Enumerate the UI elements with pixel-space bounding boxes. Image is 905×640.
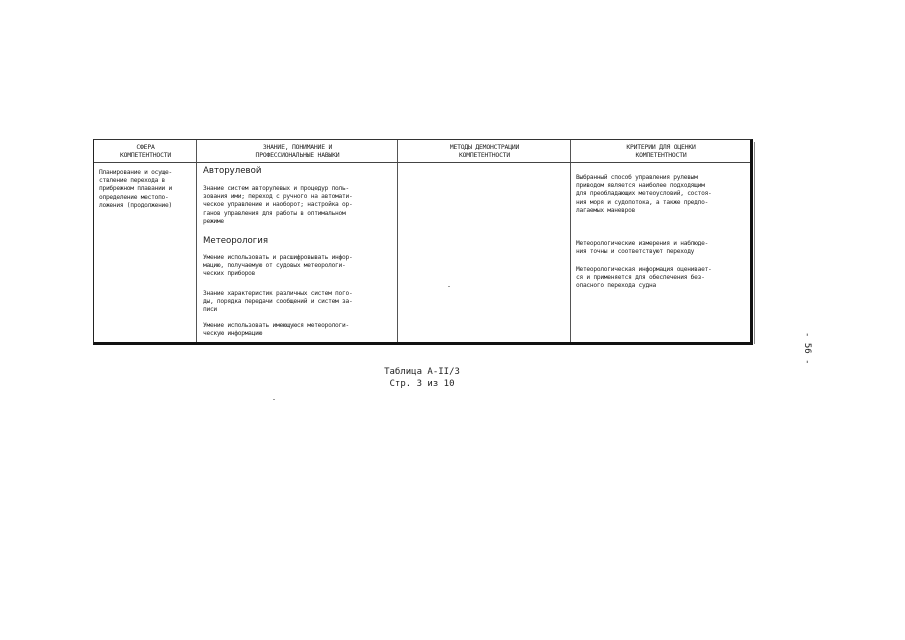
knowledge-text-autopilot: Знание систем авторулевых и процедур поль- зования ими; переход с ручного на автомати- ческое управление и наоборот; настройка ор- ганов управления для работы в оптимальном режиме [203, 185, 353, 225]
header-methods: МЕТОДЫ ДЕМОНСТРАЦИИ КОМПЕТЕНТНОСТИ [449, 143, 520, 159]
table-caption [352, 366, 492, 390]
header-sphere: СФЕРА КОМПЕТЕНТНОСТИ [119, 143, 172, 159]
page-number: - 56 - [802, 332, 812, 365]
section-title-autopilot: Авторулевой [203, 166, 262, 176]
competence-table [93, 139, 753, 345]
knowledge-text-weather-info: Умение использовать имеющуюся метеорологи- ческую информацию [203, 322, 349, 338]
knowledge-text-weather-systems: Знание характеристик различных систем пого- ды, порядка передачи сообщений и систем за- писи [203, 290, 353, 314]
column-methods [398, 140, 571, 342]
page-reference: Стр. 3 из 10 [389, 379, 455, 389]
criteria-text-weather-info: Метеорологическая информация оценивает- ся и применяется для обеспечения без- опасного перехода судна [576, 266, 712, 290]
sphere-cell: Планирование и осуще- ствление перехода в прибрежном плавании и определение местопо- ложения (продолжение) [99, 169, 172, 209]
section-title-meteorology: Метеорология [203, 236, 268, 246]
header-knowledge: ЗНАНИЕ, ПОНИМАНИЕ И ПРОФЕССИОНАЛЬНЫЕ НАВЫКИ [255, 143, 340, 159]
table-header-row [94, 140, 750, 163]
header-criteria: КРИТЕРИИ ДЛЯ ОЦЕНКИ КОМПЕТЕНТНОСТИ [626, 143, 696, 159]
scan-speck [448, 286, 450, 287]
knowledge-text-instruments: Умение использовать и расшифровывать инфор- мацию, получаемую от судовых метеорологи- ческих приборов [203, 254, 353, 278]
criteria-text-measurements: Метеорологические измерения и наблюде- ния точны и соответствуют переходу [576, 240, 709, 256]
table-reference: Таблица А-II/3 [384, 367, 460, 377]
criteria-text-steering: Выбранный способ управления рулевым приводом является наиболее подходящим для преобладающих метеоусловий, состоя- ния моря и судопотока, а также предпо- лагаемых маневров [576, 174, 712, 214]
scan-speck [273, 399, 275, 400]
